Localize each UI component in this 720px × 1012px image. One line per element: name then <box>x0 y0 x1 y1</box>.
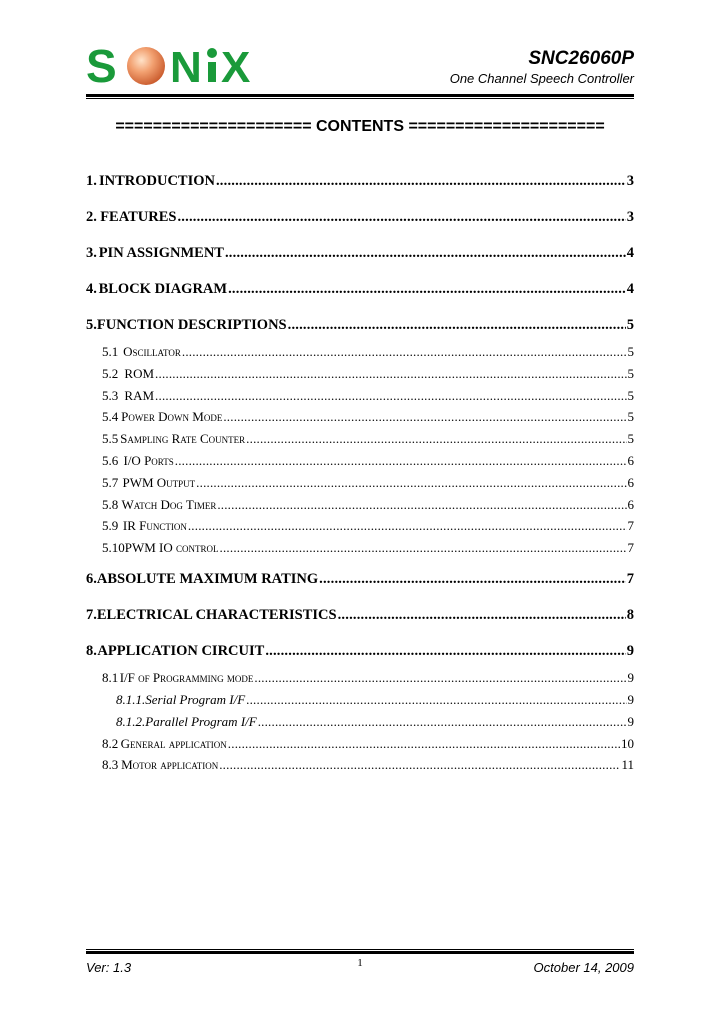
toc-title: PWM IO control <box>124 540 219 556</box>
svg-text:S: S <box>86 44 117 86</box>
toc-title: Watch Dog Timer <box>121 496 217 512</box>
toc-title: FUNCTION DESCRIPTIONS <box>96 317 287 333</box>
toc-number: 5.7 <box>102 474 119 490</box>
toc-entry[interactable] <box>86 241 634 277</box>
toc-page: 7 <box>627 540 634 556</box>
toc-number: 1. <box>86 173 97 189</box>
toc-leader <box>217 494 626 516</box>
toc-leader <box>254 667 626 689</box>
toc-leader <box>220 537 627 559</box>
toc-number: 5.9 <box>102 518 119 534</box>
toc-subentry[interactable] <box>86 385 634 407</box>
toc-title: RAM <box>124 387 155 403</box>
toc-entry[interactable] <box>86 277 634 313</box>
toc-leader <box>155 385 626 407</box>
toc-leader <box>223 406 626 428</box>
toc-leader <box>288 313 626 337</box>
toc-page: 7 <box>627 518 634 534</box>
toc-leader <box>225 241 626 265</box>
toc-leader <box>258 711 627 733</box>
toc-title: APPLICATION CIRCUIT <box>97 643 265 660</box>
toc-number: 8.1.1. <box>116 691 146 707</box>
toc-subentry[interactable] <box>86 363 634 385</box>
product-subtitle: One Channel Speech Controller <box>449 71 634 86</box>
toc-title: IR Function <box>122 518 187 534</box>
version-label: Ver: 1.3 <box>86 960 132 975</box>
toc-title: Oscillator <box>123 344 181 359</box>
toc-page: 6 <box>627 474 634 490</box>
table-of-contents <box>86 169 634 776</box>
sonix-logo <box>86 44 264 86</box>
toc-subentry[interactable] <box>86 450 634 472</box>
toc-page: 5 <box>627 344 634 359</box>
toc-number: 2. <box>86 209 97 225</box>
toc-number: 5.6 <box>102 452 119 468</box>
toc-page: 7 <box>626 571 634 588</box>
toc-subentry[interactable] <box>86 667 634 689</box>
toc-leader <box>196 472 626 494</box>
svg-text:N: N <box>170 44 202 86</box>
toc-page: 4 <box>626 245 634 261</box>
toc-title: PWM Output <box>122 474 196 490</box>
toc-subentry[interactable] <box>86 494 634 516</box>
toc-title: ELECTRICAL CHARACTERISTICS <box>96 607 337 624</box>
toc-number: 8.1.2. <box>116 713 146 729</box>
toc-title: Parallel Program I/F <box>145 713 257 729</box>
toc-entry[interactable] <box>86 603 634 639</box>
toc-leader <box>338 603 626 627</box>
toc-page: 3 <box>626 209 634 225</box>
toc-number: 8.2 <box>102 735 119 751</box>
toc-leader <box>319 567 626 591</box>
toc-number: 5.5 <box>102 431 119 447</box>
toc-page: 10 <box>621 735 634 751</box>
toc-title: Serial Program I/F <box>145 691 246 707</box>
toc-subentry[interactable] <box>86 733 634 755</box>
toc-page: 5 <box>626 317 634 333</box>
toc-leader <box>182 341 627 363</box>
toc-page: 6 <box>627 496 634 512</box>
toc-subsubentry[interactable] <box>86 711 634 733</box>
toc-leader <box>246 689 626 711</box>
toc-leader <box>188 515 627 537</box>
toc-entry[interactable] <box>86 567 634 603</box>
toc-title: BLOCK DIAGRAM <box>98 281 228 297</box>
toc-number: 5.10 <box>102 540 125 556</box>
toc-page: 9 <box>626 643 634 660</box>
toc-leader <box>219 754 620 776</box>
toc-title: Sampling Rate Counter <box>120 431 246 447</box>
header-rule <box>86 94 634 99</box>
toc-title: Power Down Mode <box>121 409 223 425</box>
toc-title: ABSOLUTE MAXIMUM RATING <box>96 571 319 588</box>
toc-subentry[interactable] <box>86 754 634 776</box>
product-header <box>450 49 634 87</box>
toc-page: 5 <box>627 387 634 403</box>
toc-title: ROM <box>124 365 155 381</box>
toc-subentry[interactable] <box>86 472 634 494</box>
toc-entry[interactable] <box>86 639 634 667</box>
toc-leader <box>155 363 626 385</box>
toc-leader <box>228 733 620 755</box>
toc-number: 5.1 <box>102 344 119 359</box>
toc-page: 9 <box>627 691 634 707</box>
toc-entry[interactable] <box>86 313 634 341</box>
toc-number: 8.3 <box>102 757 119 773</box>
date-label: October 14, 2009 <box>533 960 634 975</box>
toc-page: 6 <box>627 452 634 468</box>
toc-page: 5 <box>627 365 634 381</box>
toc-subentry[interactable] <box>86 341 634 363</box>
toc-page: 9 <box>627 670 634 686</box>
toc-title: General application <box>120 735 227 751</box>
toc-title: INTRODUCTION <box>98 173 215 189</box>
toc-subentry[interactable] <box>86 537 634 567</box>
toc-page: 5 <box>627 409 634 425</box>
toc-subsubentry[interactable] <box>86 689 634 711</box>
toc-number: 8.1 <box>102 670 119 686</box>
sonix-logo-graphic <box>86 44 264 86</box>
toc-leader <box>246 428 626 450</box>
toc-number: 7. <box>86 607 97 624</box>
toc-number: 5.3 <box>102 387 119 403</box>
product-number: SNC26060P <box>528 48 634 69</box>
toc-title: I/O Ports <box>123 452 174 468</box>
toc-page: 5 <box>627 431 634 447</box>
toc-title: FEATURES <box>100 209 177 225</box>
toc-leader <box>265 639 625 663</box>
toc-number: 5.8 <box>102 496 119 512</box>
toc-number: 4. <box>86 281 97 297</box>
toc-page: 9 <box>627 713 634 729</box>
toc-leader <box>175 450 627 472</box>
toc-page: 8 <box>626 607 634 624</box>
footer-rule <box>86 949 634 954</box>
contents-title: ===================== CONTENTS ===================== <box>115 118 605 135</box>
toc-title: PIN ASSIGNMENT <box>98 245 224 261</box>
page-number: 1 <box>357 957 363 969</box>
toc-page: 4 <box>626 281 634 297</box>
svg-text:X: X <box>221 44 251 86</box>
toc-subentry[interactable] <box>86 428 634 450</box>
toc-entry[interactable] <box>86 169 634 205</box>
toc-page: 3 <box>626 173 634 189</box>
toc-leader <box>228 277 626 301</box>
toc-title: I/F of Programming mode <box>119 670 254 686</box>
toc-leader <box>216 169 626 193</box>
toc-title: Motor application <box>121 757 219 773</box>
toc-subentry[interactable] <box>86 515 634 537</box>
toc-number: 5. <box>86 317 97 333</box>
toc-subentry[interactable] <box>86 406 634 428</box>
toc-number: 3. <box>86 245 97 261</box>
toc-page: 11 <box>621 757 634 773</box>
toc-number: 5.4 <box>102 409 119 425</box>
toc-number: 5.2 <box>102 365 119 381</box>
toc-entry[interactable] <box>86 205 634 241</box>
toc-number: 6. <box>86 571 97 588</box>
toc-number: 8. <box>86 643 97 660</box>
toc-leader <box>177 205 625 229</box>
